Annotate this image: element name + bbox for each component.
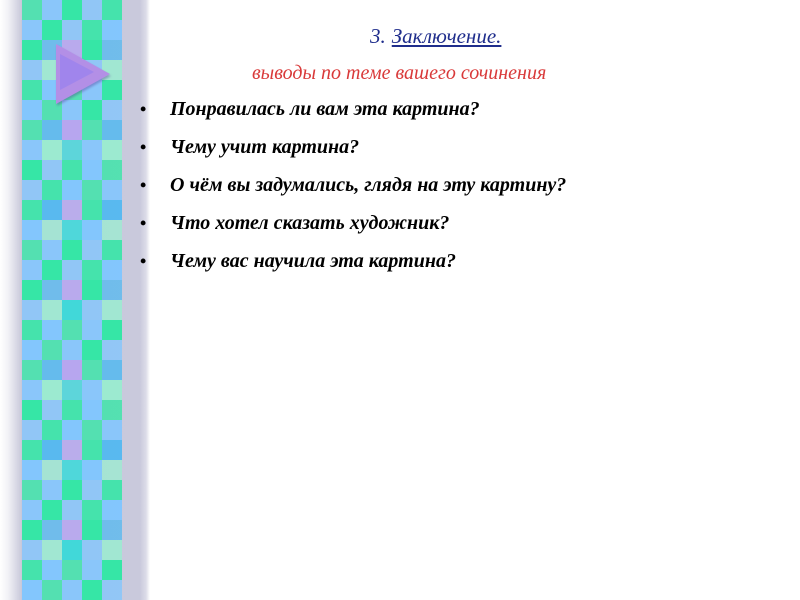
mosaic-cell: [42, 280, 62, 300]
mosaic-cell: [82, 220, 102, 240]
mosaic-cell: [42, 120, 62, 140]
mosaic-cell: [22, 300, 42, 320]
mosaic-cell: [42, 340, 62, 360]
question-text: Чему учит картина?: [170, 136, 360, 158]
triangle-highlight: [60, 54, 94, 90]
mosaic-row: [22, 500, 122, 520]
mosaic-cell: [82, 360, 102, 380]
mosaic-row: [22, 560, 122, 580]
mosaic-cell: [62, 260, 82, 280]
slide-subheading: выводы по теме вашего сочинения: [252, 62, 547, 84]
mosaic-cell: [62, 0, 82, 20]
mosaic-cell: [82, 420, 102, 440]
mosaic-row: [22, 140, 122, 160]
mosaic-row: [22, 260, 122, 280]
mosaic-cell: [42, 140, 62, 160]
list-item: [140, 166, 566, 204]
heading-number: 3.: [370, 24, 386, 48]
mosaic-cell: [42, 420, 62, 440]
mosaic-row: [22, 320, 122, 340]
bullet-icon: •: [140, 213, 147, 233]
mosaic-cell: [42, 500, 62, 520]
mosaic-cell: [22, 340, 42, 360]
mosaic-cell: [22, 240, 42, 260]
mosaic-cell: [102, 480, 122, 500]
mosaic-cell: [102, 160, 122, 180]
mosaic-cell: [22, 480, 42, 500]
mosaic-cell: [22, 420, 42, 440]
mosaic-cell: [22, 580, 42, 600]
mosaic-row: [22, 180, 122, 200]
mosaic-cell: [102, 440, 122, 460]
mosaic-cell: [82, 480, 102, 500]
bullet-icon: •: [140, 137, 147, 157]
mosaic-cell: [22, 220, 42, 240]
mosaic-cell: [22, 380, 42, 400]
mosaic-cell: [62, 140, 82, 160]
mosaic-cell: [82, 320, 102, 340]
mosaic-cell: [102, 260, 122, 280]
mosaic-cell: [42, 180, 62, 200]
mosaic-cell: [62, 120, 82, 140]
list-item: [140, 204, 566, 242]
mosaic-cell: [22, 80, 42, 100]
mosaic-cell: [82, 300, 102, 320]
mosaic-cell: [62, 460, 82, 480]
mosaic-cell: [82, 160, 102, 180]
mosaic-cell: [62, 520, 82, 540]
mosaic-cell: [42, 240, 62, 260]
question-text: Чему вас научила эта картина?: [170, 250, 456, 272]
mosaic-cell: [82, 540, 102, 560]
mosaic-cell: [62, 240, 82, 260]
mosaic-cell: [102, 300, 122, 320]
mosaic-cell: [82, 440, 102, 460]
question-text: Понравилась ли вам эта картина?: [170, 98, 480, 120]
mosaic-cell: [22, 120, 42, 140]
mosaic-cell: [42, 20, 62, 40]
mosaic-cell: [42, 160, 62, 180]
question-list: [140, 90, 566, 280]
mosaic-cell: [22, 520, 42, 540]
list-item: [140, 242, 566, 280]
mosaic-cell: [102, 460, 122, 480]
mosaic-cell: [102, 200, 122, 220]
mosaic-cell: [82, 580, 102, 600]
mosaic-row: [22, 300, 122, 320]
mosaic-cell: [42, 580, 62, 600]
mosaic-cell: [102, 280, 122, 300]
mosaic-cell: [62, 220, 82, 240]
mosaic-row: [22, 160, 122, 180]
mosaic-cell: [42, 440, 62, 460]
mosaic-cell: [102, 500, 122, 520]
mosaic-cell: [62, 400, 82, 420]
mosaic-cell: [82, 140, 102, 160]
mosaic-cell: [62, 320, 82, 340]
mosaic-cell: [22, 320, 42, 340]
slide-content: [140, 0, 800, 600]
mosaic-row: [22, 200, 122, 220]
mosaic-cell: [62, 160, 82, 180]
heading-title: Заключение.: [391, 24, 502, 48]
mosaic-cell: [62, 360, 82, 380]
mosaic-cell: [102, 540, 122, 560]
mosaic-row: [22, 220, 122, 240]
mosaic-cell: [42, 400, 62, 420]
mosaic-cell: [22, 200, 42, 220]
mosaic-cell: [102, 380, 122, 400]
mosaic-row: [22, 360, 122, 380]
mosaic-row: [22, 380, 122, 400]
mosaic-cell: [22, 40, 42, 60]
mosaic-cell: [102, 360, 122, 380]
mosaic-cell: [22, 180, 42, 200]
mosaic-row: [22, 0, 122, 20]
mosaic-cell: [42, 200, 62, 220]
mosaic-cell: [102, 400, 122, 420]
mosaic-row: [22, 240, 122, 260]
mosaic-cell: [22, 560, 42, 580]
mosaic-cell: [102, 560, 122, 580]
mosaic-cell: [22, 100, 42, 120]
mosaic-cell: [102, 140, 122, 160]
mosaic-cell: [22, 540, 42, 560]
mosaic-cell: [42, 540, 62, 560]
mosaic-cell: [42, 260, 62, 280]
bullet-icon: •: [140, 251, 147, 271]
mosaic-row: [22, 440, 122, 460]
mosaic-cell: [82, 340, 102, 360]
mosaic-cell: [62, 580, 82, 600]
mosaic-cell: [22, 0, 42, 20]
mosaic-cell: [62, 20, 82, 40]
mosaic-cell: [82, 240, 102, 260]
mosaic-row: [22, 580, 122, 600]
mosaic-cell: [42, 220, 62, 240]
mosaic-cell: [102, 20, 122, 40]
mosaic-cell: [42, 320, 62, 340]
mosaic-cell: [102, 120, 122, 140]
mosaic-cell: [82, 260, 102, 280]
mosaic-cell: [82, 460, 102, 480]
bullet-icon: •: [140, 99, 147, 119]
mosaic-row: [22, 420, 122, 440]
mosaic-row: [22, 120, 122, 140]
mosaic-cell: [42, 460, 62, 480]
mosaic-cell: [62, 280, 82, 300]
mosaic-cell: [82, 500, 102, 520]
mosaic-cell: [82, 400, 102, 420]
mosaic-cell: [62, 560, 82, 580]
mosaic-cell: [42, 380, 62, 400]
mosaic-cell: [82, 380, 102, 400]
mosaic-cell: [82, 120, 102, 140]
mosaic-cell: [22, 460, 42, 480]
mosaic-cell: [102, 180, 122, 200]
question-text: О чём вы задумались, глядя на эту картину?: [170, 174, 567, 196]
mosaic-row: [22, 540, 122, 560]
mosaic-cell: [62, 420, 82, 440]
mosaic-row: [22, 280, 122, 300]
mosaic-cell: [22, 20, 42, 40]
mosaic-cell: [82, 200, 102, 220]
mosaic-cell: [62, 300, 82, 320]
mosaic-cell: [42, 0, 62, 20]
mosaic-row: [22, 520, 122, 540]
mosaic-cell: [42, 560, 62, 580]
slide-heading: [370, 24, 501, 49]
mosaic-cell: [42, 480, 62, 500]
mosaic-row: [22, 20, 122, 40]
mosaic-cell: [42, 520, 62, 540]
mosaic-cell: [62, 480, 82, 500]
mosaic-cell: [62, 340, 82, 360]
mosaic-cell: [82, 520, 102, 540]
mosaic-cell: [22, 280, 42, 300]
mosaic-cell: [42, 300, 62, 320]
mosaic-cell: [22, 160, 42, 180]
mosaic-cell: [102, 340, 122, 360]
mosaic-cell: [62, 380, 82, 400]
mosaic-cell: [82, 0, 102, 20]
mosaic-cell: [62, 440, 82, 460]
mosaic-cell: [42, 360, 62, 380]
mosaic-cell: [22, 260, 42, 280]
mosaic-cell: [22, 500, 42, 520]
mosaic-cell: [102, 520, 122, 540]
mosaic-cell: [102, 420, 122, 440]
mosaic-cell: [22, 60, 42, 80]
mosaic-cell: [82, 20, 102, 40]
bullet-icon: •: [140, 175, 147, 195]
mosaic-cell: [102, 580, 122, 600]
mosaic-cell: [22, 140, 42, 160]
mosaic-row: [22, 340, 122, 360]
mosaic-cell: [62, 500, 82, 520]
mosaic-cell: [102, 320, 122, 340]
list-item: [140, 128, 566, 166]
mosaic-cell: [82, 280, 102, 300]
mosaic-cell: [22, 360, 42, 380]
mosaic-cell: [62, 180, 82, 200]
mosaic-cell: [82, 560, 102, 580]
question-text: Что хотел сказать художник?: [170, 212, 450, 234]
list-item: [140, 90, 566, 128]
mosaic-row: [22, 480, 122, 500]
mosaic-cell: [22, 440, 42, 460]
mosaic-cell: [82, 180, 102, 200]
mosaic-row: [22, 460, 122, 480]
mosaic-row: [22, 400, 122, 420]
mosaic-cell: [102, 0, 122, 20]
mosaic-cell: [102, 220, 122, 240]
mosaic-cell: [102, 240, 122, 260]
mosaic-cell: [62, 200, 82, 220]
mosaic-cell: [62, 540, 82, 560]
mosaic-cell: [22, 400, 42, 420]
